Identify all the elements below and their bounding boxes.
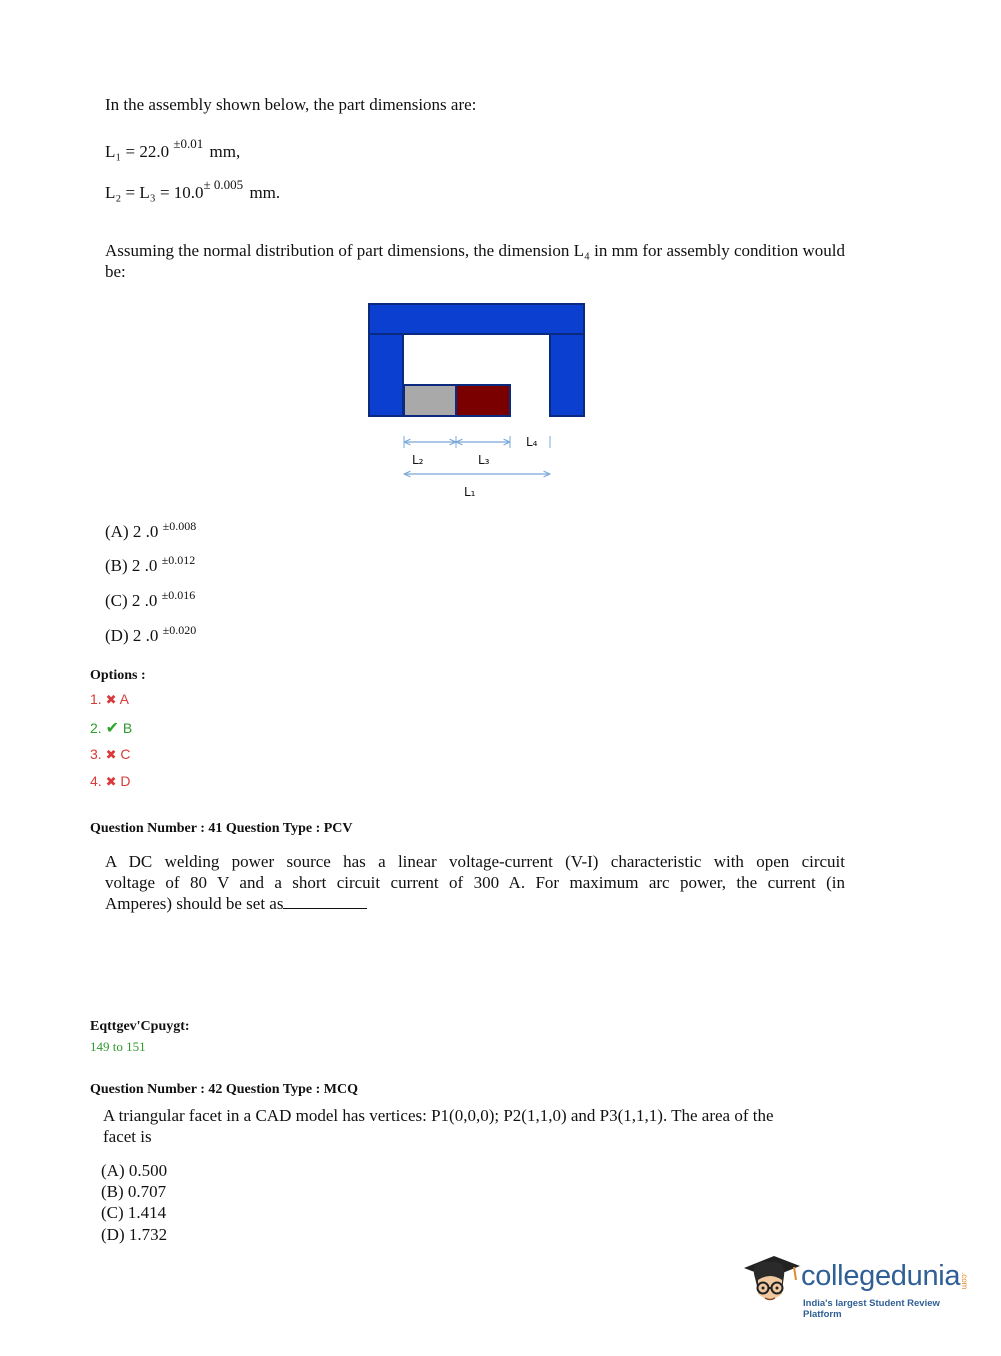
check-icon: ✔ [105,720,119,737]
q40-choice-a [105,521,196,544]
l23-unit: mm. [249,183,281,202]
option-text: D [120,773,131,789]
choice-label: (B) 2 .0 [105,556,158,575]
option-3 [90,746,131,763]
q41-line-1: A DC welding power source has a linear voltage-current (V-I) characteristic with open circuit [105,852,845,871]
q40-question: Assuming the normal distribution of part dimensions, the dimension L₄ in mm for assembly condition would be: [105,241,845,281]
brand-domain: .com [960,1272,969,1290]
q42-choice-a: (A) 0.500 [101,1161,168,1180]
frame-left-leg [369,334,403,416]
q40-intro: In the assembly shown below, the part dimensions are: [105,95,477,114]
collegedunia-logo [740,1248,980,1318]
label-l3: L₃ [478,453,490,467]
option-number: 1. [90,691,102,707]
q41-line-2: voltage of 80 V and a short circuit current of 300 A. For maximum arc power, the current (in [105,873,845,892]
part-l3-red [456,385,510,416]
choice-label: (A) 2 .0 [105,522,159,541]
l2-l3-dimension [105,177,281,204]
answer-blank [283,894,367,909]
q40-choice-d [105,625,196,648]
cross-icon: ✖ [105,747,117,762]
brand-tagline: India's largest Student Review Platform [803,1298,940,1320]
assembly-figure [360,296,600,506]
q42-choice-b: (B) 0.707 [101,1182,167,1201]
l1-tolerance: ±0.01 [173,136,204,151]
l1-dimension [105,136,241,163]
label-l2: L₂ [412,453,424,467]
label-l1: L₁ [464,485,476,499]
brand-name: collegedunia [801,1260,961,1292]
choice-tolerance: ±0.016 [161,588,196,602]
q42-choice-c: (C) 1.414 [101,1203,167,1222]
q42-line-2: facet is [103,1127,152,1146]
option-number: 4. [90,773,102,789]
option-text: C [120,746,131,762]
part-l2-gray [404,385,456,416]
label-l4: L₄ [526,435,538,449]
correct-answer-value: 149 to 151 [90,1039,146,1054]
q40-choice-b [105,555,195,578]
choice-tolerance: ±0.020 [162,623,197,637]
options-heading: Options : [90,668,146,683]
option-text: B [122,720,133,736]
option-text: A [119,691,129,707]
l1-label: L₁ = 22.0 [105,142,170,161]
q41-line-3 [105,893,367,914]
option-number: 3. [90,746,102,762]
l23-tolerance: ± 0.005 [203,177,244,192]
q41-header: Question Number : 41 Question Type : PCV [90,821,353,836]
choice-tolerance: ±0.012 [161,553,196,567]
choice-label: (D) 2 .0 [105,626,159,645]
choice-tolerance: ±0.008 [162,519,197,533]
correct-answer-heading: Eqttgev'Cpuygt: [90,1019,190,1034]
cross-icon: ✖ [105,692,117,707]
choice-label: (C) 2 .0 [105,591,158,610]
frame-top-bar [369,304,584,334]
l1-unit: mm, [209,142,241,161]
q41-line-3-text: Amperes) should be set as [105,894,284,913]
option-4 [90,773,131,790]
mascot-icon [740,1250,802,1314]
l23-label: L₂ = L₃ = 10.0 [105,183,204,202]
q42-line-1: A triangular facet in a CAD model has vertices: P1(0,0,0); P2(1,1,0) and P3(1,1,1). The area of the [103,1106,774,1125]
cross-icon: ✖ [105,774,117,789]
q42-choice-d: (D) 1.732 [101,1225,168,1244]
q42-header: Question Number : 42 Question Type : MCQ [90,1082,358,1097]
option-1 [90,691,129,708]
option-number: 2. [90,720,102,736]
q40-choice-c [105,590,195,613]
option-2 [90,718,132,738]
frame-right-leg [550,334,584,416]
